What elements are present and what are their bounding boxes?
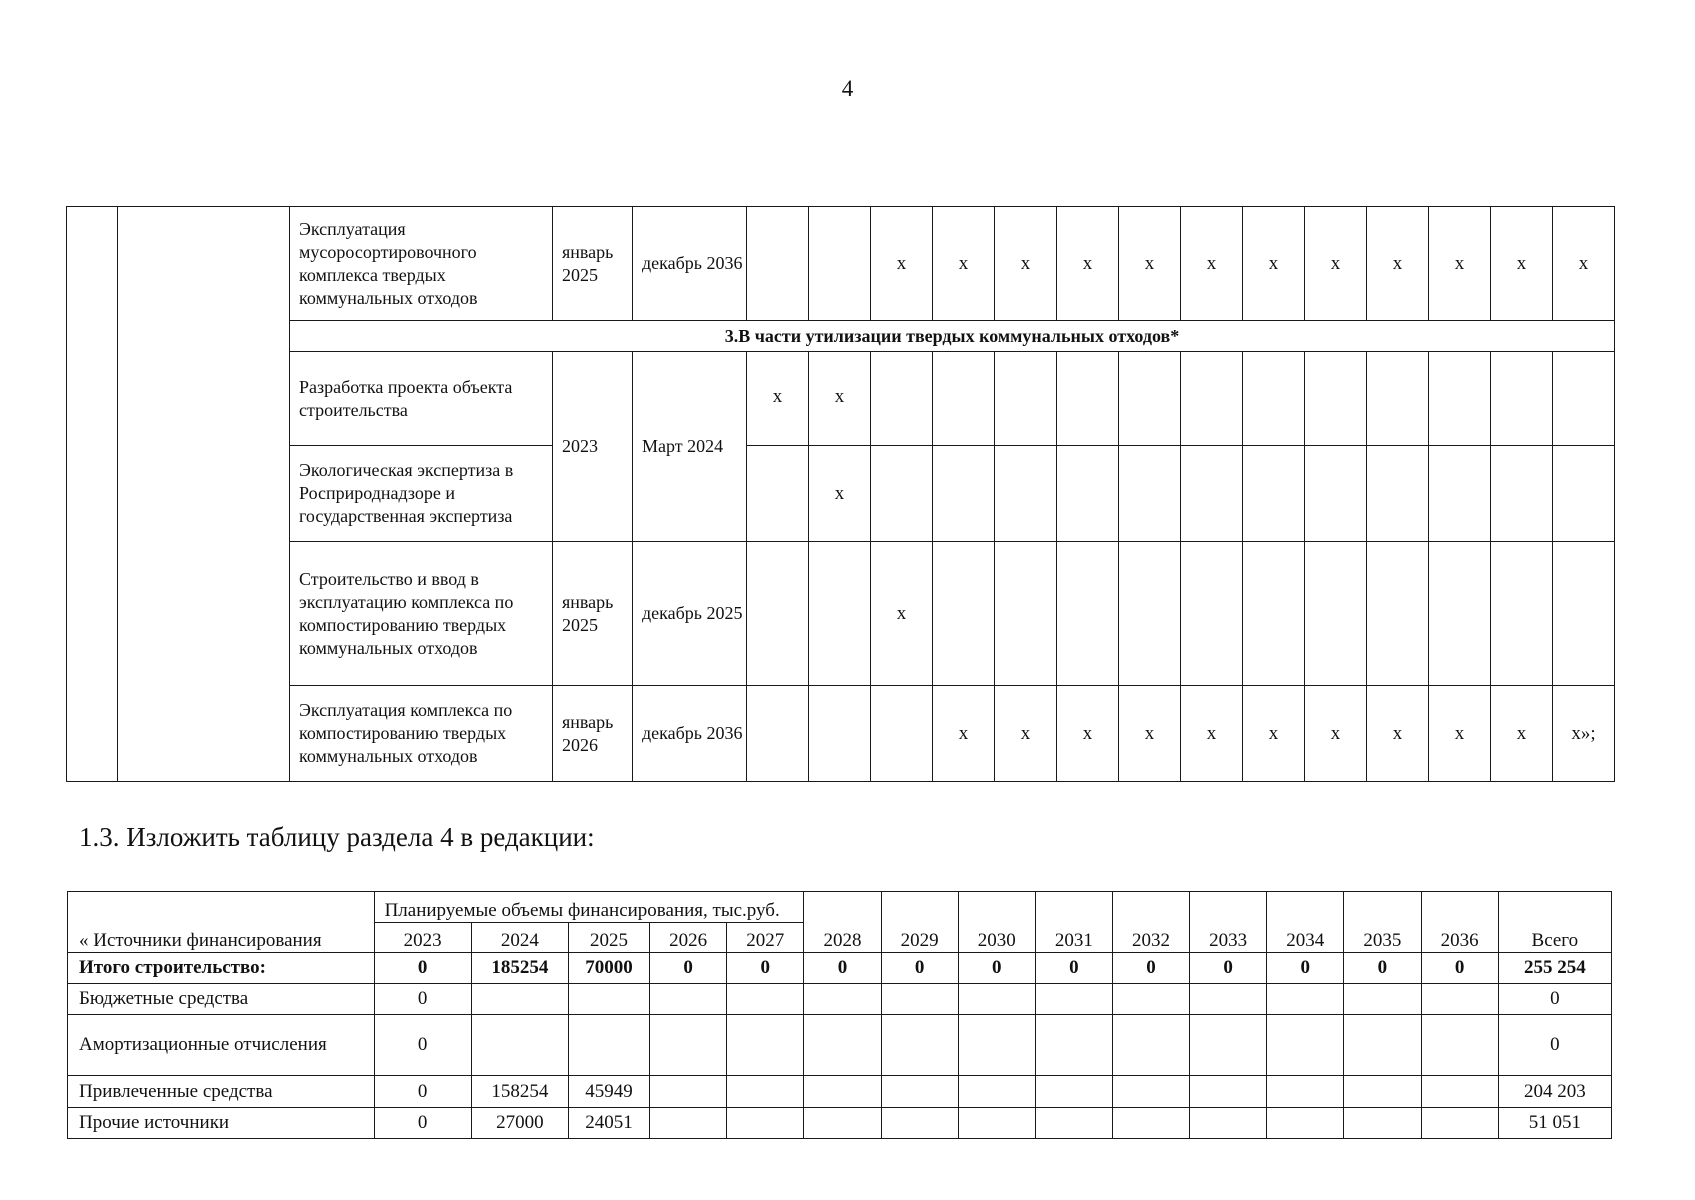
mark-cell (1491, 352, 1553, 446)
value-cell (568, 984, 649, 1015)
value-cell (1421, 984, 1498, 1015)
start-cell: 2023 (553, 352, 633, 542)
value-cell: 0 (1421, 953, 1498, 984)
value-cell (1344, 1076, 1421, 1108)
blank-cell (804, 892, 881, 923)
value-cell (471, 1015, 568, 1076)
value-cell (1267, 984, 1344, 1015)
mark-cell: x (1181, 686, 1243, 782)
mark-cell: x (1119, 207, 1181, 321)
value-cell: 0 (1112, 953, 1189, 984)
value-cell (1112, 1076, 1189, 1108)
mark-cell: x (1119, 686, 1181, 782)
mark-cell (1057, 446, 1119, 542)
mark-cell (933, 352, 995, 446)
year-header: 2031 (1035, 923, 1112, 953)
value-cell (727, 984, 804, 1015)
year-header: 2026 (650, 923, 727, 953)
financing-year-row (68, 923, 1612, 953)
financing-row (68, 1015, 1612, 1076)
start-cell: январь 2025 (553, 207, 633, 321)
row-label: Амортизационные отчисления (68, 1015, 375, 1076)
blank-cell (67, 207, 118, 782)
value-cell (958, 1076, 1035, 1108)
row-total: 0 (1498, 984, 1611, 1015)
schedule-row (67, 446, 1615, 542)
value-cell (650, 1108, 727, 1139)
row-label: Бюджетные средства (68, 984, 375, 1015)
mark-cell (1553, 542, 1615, 686)
year-header: 2033 (1190, 923, 1267, 953)
start-cell: январь 2025 (553, 542, 633, 686)
mark-cell (1305, 446, 1367, 542)
financing-volume-header: Планируемые объемы финансирования, тыс.руб. (374, 892, 804, 923)
value-cell (804, 1015, 881, 1076)
end-cell: Март 2024 (633, 352, 747, 542)
mark-cell (995, 352, 1057, 446)
schedule-row (67, 686, 1615, 782)
value-cell: 0 (958, 953, 1035, 984)
value-cell: 0 (374, 1015, 471, 1076)
schedule-row (67, 352, 1615, 446)
mark-cell (995, 542, 1057, 686)
page-number: 4 (841, 76, 854, 101)
value-cell (727, 1015, 804, 1076)
value-cell (1190, 984, 1267, 1015)
value-cell (650, 984, 727, 1015)
year-header: 2023 (374, 923, 471, 953)
blank-cell (1035, 892, 1112, 923)
value-cell (1267, 1076, 1344, 1108)
mark-cell (1429, 446, 1491, 542)
value-cell (1035, 1015, 1112, 1076)
start-cell: январь 2026 (553, 686, 633, 782)
mark-cell: x (871, 542, 933, 686)
mark-cell (1429, 352, 1491, 446)
mark-cell: x (1367, 686, 1429, 782)
mark-cell (747, 542, 809, 686)
value-cell: 0 (374, 953, 471, 984)
value-cell (471, 984, 568, 1015)
value-cell: 45949 (568, 1076, 649, 1108)
activity-cell: Строительство и ввод в эксплуатацию комплекса по компостированию твердых коммунальных отходов (290, 542, 553, 686)
value-cell: 27000 (471, 1108, 568, 1139)
mark-cell: x (1491, 207, 1553, 321)
value-cell (727, 1076, 804, 1108)
end-cell: декабрь 2036 (633, 207, 747, 321)
mark-cell (1553, 446, 1615, 542)
value-cell (1190, 1015, 1267, 1076)
mark-cell (1181, 542, 1243, 686)
year-header: 2034 (1267, 923, 1344, 953)
mark-cell: x (1305, 207, 1367, 321)
activity-cell: Эксплуатация мусоросортировочного комплекса твердых коммунальных отходов (290, 207, 553, 321)
mark-cell: x (1057, 207, 1119, 321)
value-cell: 0 (374, 1108, 471, 1139)
value-cell (958, 1015, 1035, 1076)
mark-cell: x (1429, 207, 1491, 321)
mark-cell (1367, 542, 1429, 686)
value-cell: 0 (1035, 953, 1112, 984)
value-cell: 0 (650, 953, 727, 984)
value-cell (1112, 1108, 1189, 1139)
value-cell (958, 984, 1035, 1015)
value-cell (1035, 1108, 1112, 1139)
mark-cell: x (871, 207, 933, 321)
financing-row (68, 1076, 1612, 1108)
mark-cell: x (1305, 686, 1367, 782)
mark-cell (1181, 352, 1243, 446)
mark-cell (1057, 352, 1119, 446)
value-cell: 0 (804, 953, 881, 984)
mark-cell (1243, 446, 1305, 542)
mark-cell: x (809, 446, 871, 542)
mark-cell (1491, 446, 1553, 542)
mark-cell (809, 542, 871, 686)
financing-row (68, 1108, 1612, 1139)
mark-cell (747, 686, 809, 782)
mark-cell: x (1553, 207, 1615, 321)
value-cell (804, 1076, 881, 1108)
year-header: 2028 (804, 923, 881, 953)
value-cell: 0 (881, 953, 958, 984)
mark-cell (933, 542, 995, 686)
value-cell (958, 1108, 1035, 1139)
blank-cell (1112, 892, 1189, 923)
value-cell: 0 (1344, 953, 1421, 984)
value-cell: 0 (1267, 953, 1344, 984)
value-cell (650, 1076, 727, 1108)
value-cell (1190, 1108, 1267, 1139)
value-cell: 0 (727, 953, 804, 984)
mark-cell (1553, 352, 1615, 446)
blank-cell (881, 892, 958, 923)
value-cell: 0 (374, 1076, 471, 1108)
value-cell (1112, 1015, 1189, 1076)
year-header: 2036 (1421, 923, 1498, 953)
financing-row (68, 953, 1612, 984)
mark-cell: x (933, 207, 995, 321)
year-header: 2035 (1344, 923, 1421, 953)
value-cell (1267, 1015, 1344, 1076)
total-header: Всего (1498, 923, 1611, 953)
mark-cell (1305, 352, 1367, 446)
value-cell: 24051 (568, 1108, 649, 1139)
year-header: 2030 (958, 923, 1035, 953)
mark-cell (871, 352, 933, 446)
value-cell (1267, 1108, 1344, 1139)
value-cell (1035, 1076, 1112, 1108)
financing-header-row (68, 892, 1612, 923)
section-heading: 1.3. Изложить таблицу раздела 4 в редакции: (79, 822, 595, 852)
mark-cell: x (747, 352, 809, 446)
blank-cell (68, 892, 375, 923)
blank-cell (958, 892, 1035, 923)
mark-cell (1491, 542, 1553, 686)
mark-cell (1119, 352, 1181, 446)
value-cell: 0 (374, 984, 471, 1015)
schedule-row (67, 542, 1615, 686)
row-total: 255 254 (1498, 953, 1611, 984)
mark-cell: x (933, 686, 995, 782)
value-cell (881, 1076, 958, 1108)
row-label: Итого строительство: (68, 953, 375, 984)
mark-cell (1305, 542, 1367, 686)
section-header: 3.В части утилизации твердых коммунальных отходов* (290, 321, 1615, 352)
mark-cell: x (995, 207, 1057, 321)
value-cell: 0 (1190, 953, 1267, 984)
mark-cell: x»; (1553, 686, 1615, 782)
blank-cell (1498, 892, 1611, 923)
mark-cell (1057, 542, 1119, 686)
row-total: 0 (1498, 1015, 1611, 1076)
mark-cell: x (809, 352, 871, 446)
mark-cell: x (1243, 207, 1305, 321)
mark-cell: x (1181, 207, 1243, 321)
value-cell (881, 984, 958, 1015)
year-header: 2029 (881, 923, 958, 953)
blank-cell (118, 207, 290, 782)
value-cell (1035, 984, 1112, 1015)
mark-cell (809, 207, 871, 321)
mark-cell (1243, 352, 1305, 446)
mark-cell (871, 446, 933, 542)
mark-cell: x (1057, 686, 1119, 782)
row-label: Прочие источники (68, 1108, 375, 1139)
value-cell (881, 1108, 958, 1139)
value-cell (1112, 984, 1189, 1015)
blank-cell (1421, 892, 1498, 923)
mark-cell: x (1429, 686, 1491, 782)
value-cell: 185254 (471, 953, 568, 984)
value-cell (804, 984, 881, 1015)
value-cell (804, 1108, 881, 1139)
value-cell (881, 1015, 958, 1076)
blank-cell (1344, 892, 1421, 923)
section-header-row (67, 321, 1615, 352)
mark-cell (747, 446, 809, 542)
sources-header: « Источники финансирования (68, 923, 375, 953)
row-label: Привлеченные средства (68, 1076, 375, 1108)
row-total: 204 203 (1498, 1076, 1611, 1108)
mark-cell (1119, 542, 1181, 686)
schedule-row (67, 207, 1615, 321)
activity-cell: Экологическая экспертиза в Росприроднадзоре и государственная экспертиза (290, 446, 553, 542)
end-cell: декабрь 2025 (633, 542, 747, 686)
year-header: 2027 (727, 923, 804, 953)
value-cell (650, 1015, 727, 1076)
activity-cell: Разработка проекта объекта строительства (290, 352, 553, 446)
mark-cell: x (995, 686, 1057, 782)
row-total: 51 051 (1498, 1108, 1611, 1139)
value-cell (1344, 1015, 1421, 1076)
mark-cell: x (1243, 686, 1305, 782)
year-header: 2025 (568, 923, 649, 953)
mark-cell (1367, 446, 1429, 542)
blank-cell (1267, 892, 1344, 923)
mark-cell: x (1491, 686, 1553, 782)
year-header: 2024 (471, 923, 568, 953)
value-cell (1190, 1076, 1267, 1108)
value-cell (1344, 1108, 1421, 1139)
value-cell (568, 1015, 649, 1076)
mark-cell (1119, 446, 1181, 542)
year-header: 2032 (1112, 923, 1189, 953)
end-cell: декабрь 2036 (633, 686, 747, 782)
activity-cell: Эксплуатация комплекса по компостированию твердых коммунальных отходов (290, 686, 553, 782)
value-cell: 158254 (471, 1076, 568, 1108)
mark-cell (1243, 542, 1305, 686)
financing-table (67, 891, 1612, 1139)
mark-cell (809, 686, 871, 782)
mark-cell (995, 446, 1057, 542)
financing-row (68, 984, 1612, 1015)
value-cell: 70000 (568, 953, 649, 984)
value-cell (1421, 1108, 1498, 1139)
value-cell (1344, 984, 1421, 1015)
blank-cell (1190, 892, 1267, 923)
mark-cell: x (1367, 207, 1429, 321)
mark-cell (933, 446, 995, 542)
schedule-table (66, 206, 1615, 782)
value-cell (727, 1108, 804, 1139)
mark-cell (871, 686, 933, 782)
mark-cell (1429, 542, 1491, 686)
mark-cell (747, 207, 809, 321)
mark-cell (1367, 352, 1429, 446)
mark-cell (1181, 446, 1243, 542)
value-cell (1421, 1076, 1498, 1108)
value-cell (1421, 1015, 1498, 1076)
